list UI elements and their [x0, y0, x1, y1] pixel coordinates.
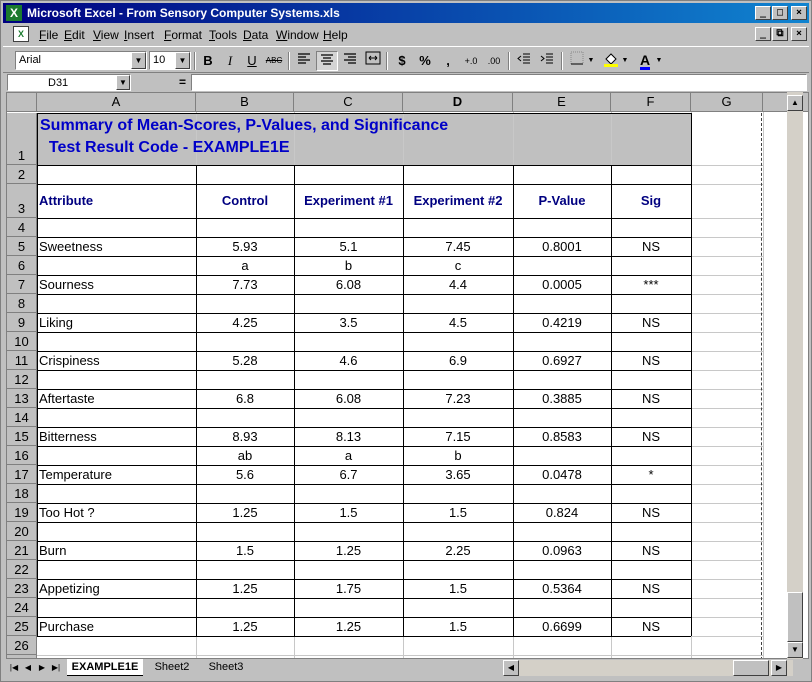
row-header-3[interactable]: [7, 184, 37, 218]
attribute-cell[interactable]: Crispiness: [39, 353, 100, 368]
row-number: 12: [14, 372, 29, 387]
value-cell[interactable]: 4.5: [448, 315, 468, 330]
toolbar-separator: [288, 52, 290, 70]
value-cell[interactable]: 1.25: [335, 619, 362, 634]
name-box-value: D31: [48, 77, 69, 89]
value-cell[interactable]: 1.75: [335, 581, 362, 596]
row-header-14[interactable]: [7, 408, 37, 427]
font-size-value: 10: [153, 54, 166, 66]
value-cell[interactable]: 1.25: [232, 581, 258, 596]
row-header-26[interactable]: [7, 636, 37, 655]
row-number: 18: [14, 486, 29, 501]
font-size-select[interactable]: [149, 51, 191, 70]
row-header-9[interactable]: [7, 313, 37, 332]
row-header-18[interactable]: [7, 484, 37, 503]
menu-data[interactable]: Data: [243, 28, 269, 42]
align-right-button[interactable]: [339, 51, 361, 71]
row-number: 16: [14, 448, 29, 463]
decrease-decimal-button[interactable]: .00: [487, 56, 501, 66]
value-cell[interactable]: *: [648, 467, 654, 482]
toolbar-separator: [194, 52, 196, 70]
currency-button[interactable]: $: [398, 53, 406, 68]
borders-icon: [570, 51, 584, 65]
comma-button[interactable]: ,: [446, 53, 450, 68]
value-cell[interactable]: 6.9: [448, 353, 468, 368]
name-box[interactable]: [7, 74, 131, 91]
value-cell[interactable]: 0.8583: [542, 429, 582, 444]
row-header-6[interactable]: [7, 256, 37, 275]
maximize-button[interactable]: □: [772, 6, 788, 20]
row-number: 2: [17, 167, 26, 182]
value-cell[interactable]: a: [241, 258, 249, 273]
row-header-5[interactable]: [7, 237, 37, 256]
horizontal-scroll-thumb[interactable]: [733, 660, 769, 676]
table-border: [37, 165, 691, 166]
row-number: 7: [17, 277, 26, 292]
table-border: [37, 408, 691, 409]
value-cell[interactable]: 0.5364: [542, 581, 582, 596]
doc-minimize-button[interactable]: _: [755, 27, 771, 41]
row-header-7[interactable]: [7, 275, 37, 294]
excel-icon[interactable]: X: [6, 5, 22, 21]
attribute-cell[interactable]: Appetizing: [39, 581, 100, 596]
row-number: 22: [14, 562, 29, 577]
chevron-down-icon[interactable]: ▼: [131, 52, 146, 69]
row-number: 25: [14, 619, 29, 634]
column-header-g[interactable]: G: [691, 93, 763, 112]
font-color-dropdown-icon[interactable]: ▼: [655, 57, 663, 64]
scroll-up-icon[interactable]: ▲: [787, 95, 803, 111]
vertical-scroll-thumb[interactable]: [787, 592, 803, 642]
toolbar-separator: [561, 52, 563, 70]
row-header-12[interactable]: [7, 370, 37, 389]
menu-edit[interactable]: Edit: [64, 28, 85, 42]
increase-indent-icon: [540, 53, 554, 65]
value-cell[interactable]: 1.5: [448, 619, 468, 634]
value-cell[interactable]: 5.28: [232, 353, 258, 368]
table-border: [37, 370, 691, 371]
table-border: [37, 218, 691, 219]
formula-input[interactable]: [191, 74, 807, 91]
value-cell[interactable]: 1.25: [335, 543, 362, 558]
title-bar: [3, 3, 809, 23]
menu-view[interactable]: View: [93, 28, 119, 42]
value-cell[interactable]: 0.6927: [542, 353, 582, 368]
gridline: [37, 655, 763, 656]
row-number: 9: [17, 315, 26, 330]
value-cell[interactable]: 1.5: [448, 581, 468, 596]
row-number: 14: [14, 410, 29, 425]
align-left-button[interactable]: [293, 51, 315, 71]
font-color-button[interactable]: [634, 51, 656, 71]
row-number: 6: [17, 258, 26, 273]
sheet-tab-sheet3[interactable]: Sheet3: [208, 661, 244, 673]
value-cell[interactable]: 0.8001: [542, 239, 582, 254]
menu-help[interactable]: Help: [323, 28, 348, 42]
value-cell[interactable]: NS: [641, 315, 661, 330]
value-cell[interactable]: NS: [641, 619, 661, 634]
column-header-f[interactable]: F: [611, 93, 691, 112]
row-number: 10: [14, 334, 29, 349]
value-cell[interactable]: [611, 256, 691, 275]
gridline: [763, 112, 764, 659]
value-cell[interactable]: 6.08: [335, 277, 362, 292]
value-cell[interactable]: 8.13: [335, 429, 362, 444]
value-cell[interactable]: 7.23: [445, 391, 471, 406]
table-border: [37, 484, 691, 485]
value-cell[interactable]: 7.73: [232, 277, 258, 292]
scroll-left-icon[interactable]: ◀: [503, 660, 519, 676]
value-cell[interactable]: [611, 446, 691, 465]
horizontal-scrollbar[interactable]: [503, 660, 793, 676]
row-header-17[interactable]: [7, 465, 37, 484]
font-color-icon: A: [639, 52, 651, 68]
table-border: [37, 184, 691, 185]
attribute-cell[interactable]: Sourness: [39, 277, 94, 292]
value-cell[interactable]: 1.25: [232, 505, 258, 520]
value-cell[interactable]: 1.5: [339, 505, 358, 520]
align-right-icon: [343, 53, 357, 65]
attribute-cell[interactable]: [37, 256, 196, 275]
minimize-button[interactable]: _: [755, 6, 771, 20]
attribute-cell[interactable]: Temperature: [39, 467, 112, 482]
row-number: 20: [14, 524, 29, 539]
value-cell[interactable]: NS: [641, 391, 661, 406]
value-cell[interactable]: b: [454, 448, 462, 463]
value-cell[interactable]: 6.7: [339, 467, 358, 482]
row-header-8[interactable]: [7, 294, 37, 313]
value-cell[interactable]: 4.6: [339, 353, 358, 368]
table-border: [37, 332, 691, 333]
column-label[interactable]: Sig: [640, 193, 662, 208]
value-cell[interactable]: 1.25: [232, 619, 258, 634]
next-sheet-icon[interactable]: ▶: [38, 663, 46, 672]
sheet-title-line2: Test Result Code - EXAMPLE1E: [40, 139, 290, 156]
chevron-down-icon[interactable]: ▼: [116, 75, 130, 90]
column-label[interactable]: Control: [221, 193, 269, 208]
align-center-button[interactable]: [316, 51, 338, 71]
attribute-cell[interactable]: Too Hot ?: [39, 505, 95, 520]
value-cell[interactable]: 5.1: [339, 239, 358, 254]
sheet-title-line1: Summary of Mean-Scores, P-Values, and Significance: [40, 117, 449, 134]
window-title: Microsoft Excel - From Sensory Computer Systems.xls: [27, 6, 340, 20]
column-header-b[interactable]: B: [196, 93, 294, 112]
column-header-d[interactable]: D: [403, 93, 513, 112]
value-cell[interactable]: NS: [641, 239, 661, 254]
increase-indent-button[interactable]: [536, 51, 558, 71]
value-cell[interactable]: 6.08: [335, 391, 362, 406]
row-number: 15: [14, 429, 29, 444]
row-header-21[interactable]: [7, 541, 37, 560]
increase-decimal-button[interactable]: +.0: [464, 56, 478, 66]
row-header-1[interactable]: [7, 113, 37, 165]
value-cell[interactable]: NS: [641, 581, 661, 596]
column-label[interactable]: P-Value: [538, 193, 586, 208]
menu-insert[interactable]: Insert: [124, 28, 155, 42]
value-cell[interactable]: 3.65: [445, 467, 471, 482]
table-border: [37, 294, 691, 295]
row-header-19[interactable]: [7, 503, 37, 522]
row-header-24[interactable]: [7, 598, 37, 617]
toolbar-separator: [508, 52, 510, 70]
value-cell[interactable]: 4.25: [232, 315, 258, 330]
value-cell[interactable]: 0.6699: [542, 619, 582, 634]
value-cell[interactable]: 2.25: [445, 543, 471, 558]
worksheet-grid[interactable]: [6, 92, 809, 659]
table-border: [691, 113, 692, 636]
formatting-toolbar: [3, 46, 809, 73]
value-cell[interactable]: NS: [641, 543, 661, 558]
align-center-icon: [320, 54, 334, 66]
attribute-cell[interactable]: Purchase: [39, 619, 94, 634]
close-button[interactable]: ×: [791, 6, 807, 20]
scroll-down-icon[interactable]: ▼: [787, 642, 803, 658]
decrease-indent-button[interactable]: [513, 51, 535, 71]
fill-color-dropdown-icon[interactable]: ▼: [621, 57, 629, 64]
column-label[interactable]: Experiment #1: [304, 193, 393, 208]
row-number: 4: [17, 220, 26, 235]
value-cell[interactable]: NS: [641, 429, 661, 444]
paint-bucket-icon: [603, 51, 619, 67]
row-number: 8: [17, 296, 26, 311]
value-cell[interactable]: 1.5: [235, 543, 255, 558]
value-cell[interactable]: 0.0005: [542, 277, 582, 292]
column-header-c[interactable]: C: [294, 93, 403, 112]
attribute-cell[interactable]: Bitterness: [39, 429, 97, 444]
column-label[interactable]: Attribute: [39, 193, 94, 208]
decrease-indent-icon: [517, 53, 531, 65]
first-sheet-icon[interactable]: |◀: [9, 663, 19, 672]
font-name-value: Arial: [19, 54, 42, 66]
value-cell[interactable]: 8.93: [232, 429, 258, 444]
value-cell[interactable]: 7.15: [445, 429, 471, 444]
value-cell[interactable]: 7.45: [445, 239, 471, 254]
fill-color-button[interactable]: [600, 51, 622, 71]
value-cell[interactable]: NS: [641, 505, 661, 520]
table-border: [37, 113, 691, 114]
sheet-tab-bar: [3, 659, 809, 677]
attribute-cell[interactable]: Burn: [39, 543, 67, 558]
sheet-tab-sheet2[interactable]: Sheet2: [154, 661, 190, 673]
row-number: 21: [14, 543, 29, 558]
italic-button[interactable]: I: [227, 53, 233, 68]
prev-sheet-icon[interactable]: ◀: [24, 663, 32, 672]
value-cell[interactable]: 0.824: [545, 505, 579, 520]
value-cell[interactable]: 0.0478: [542, 467, 582, 482]
doc-restore-button[interactable]: ⧉: [772, 27, 788, 41]
select-all-corner[interactable]: [7, 93, 37, 112]
column-header-e[interactable]: E: [513, 93, 611, 112]
row-header-15[interactable]: [7, 427, 37, 446]
row-header-20[interactable]: [7, 522, 37, 541]
chevron-down-icon[interactable]: ▼: [175, 52, 190, 69]
strikethrough-button[interactable]: ABC: [265, 56, 283, 65]
attribute-cell[interactable]: [37, 446, 196, 465]
formula-bar: [3, 74, 809, 92]
row-header-4[interactable]: [7, 218, 37, 237]
attribute-cell[interactable]: Liking: [39, 315, 73, 330]
value-cell[interactable]: [513, 446, 611, 465]
row-number: 11: [14, 353, 29, 368]
value-cell[interactable]: b: [344, 258, 353, 273]
column-label[interactable]: Experiment #2: [413, 193, 503, 208]
row-header-16[interactable]: [7, 446, 37, 465]
value-cell[interactable]: 4.4: [448, 277, 468, 292]
borders-dropdown-icon[interactable]: ▼: [587, 57, 595, 64]
row-number: 1: [17, 148, 26, 163]
merge-center-icon: [365, 51, 381, 65]
sheet-tab-example1e[interactable]: EXAMPLE1E: [67, 659, 143, 676]
row-number: 13: [14, 391, 29, 406]
doc-close-button[interactable]: ×: [791, 27, 807, 41]
row-header-22[interactable]: [7, 560, 37, 579]
value-cell[interactable]: c: [454, 258, 462, 273]
scroll-right-icon[interactable]: ▶: [771, 660, 787, 676]
row-number: 26: [14, 638, 29, 653]
align-left-icon: [297, 53, 311, 65]
row-header-10[interactable]: [7, 332, 37, 351]
row-header-25[interactable]: [7, 617, 37, 636]
value-cell[interactable]: 5.93: [232, 239, 258, 254]
percent-button[interactable]: %: [419, 53, 431, 68]
row-number: 17: [14, 467, 29, 482]
insert-function-button[interactable]: =: [179, 75, 187, 89]
table-border: [37, 522, 691, 523]
vertical-scrollbar[interactable]: [787, 92, 803, 659]
value-cell[interactable]: 0.3885: [542, 391, 582, 406]
document-icon[interactable]: X: [13, 26, 29, 42]
value-cell[interactable]: [513, 256, 611, 275]
toolbar-separator: [386, 52, 388, 70]
attribute-cell[interactable]: Sweetness: [39, 239, 103, 254]
attribute-cell[interactable]: Aftertaste: [39, 391, 95, 406]
value-cell[interactable]: 0.4219: [542, 315, 582, 330]
menu-format[interactable]: Format: [164, 28, 203, 42]
bold-button[interactable]: B: [203, 53, 213, 68]
row-header-11[interactable]: [7, 351, 37, 370]
table-border: [37, 560, 691, 561]
value-cell[interactable]: 0.0963: [542, 543, 582, 558]
value-cell[interactable]: a: [344, 448, 353, 463]
menu-window[interactable]: Window: [276, 28, 319, 42]
row-number: 5: [17, 239, 26, 254]
underline-button[interactable]: U: [247, 53, 257, 68]
borders-button[interactable]: [566, 51, 588, 71]
value-cell[interactable]: 5.6: [235, 467, 255, 482]
value-cell[interactable]: 1.5: [448, 505, 468, 520]
row-header-2[interactable]: [7, 165, 37, 184]
page-break-line: [761, 113, 762, 659]
menu-tools[interactable]: Tools: [209, 28, 238, 42]
value-cell[interactable]: ***: [643, 277, 659, 292]
row-number: 24: [14, 600, 29, 615]
row-number: 23: [14, 581, 29, 596]
column-header-a[interactable]: A: [37, 93, 196, 112]
value-cell[interactable]: ab: [237, 448, 253, 463]
table-border: [37, 636, 691, 637]
font-name-select[interactable]: [15, 51, 147, 70]
table-border: [37, 598, 691, 599]
last-sheet-icon[interactable]: ▶|: [51, 663, 61, 672]
menu-bar: [3, 24, 809, 44]
value-cell[interactable]: 3.5: [339, 315, 358, 330]
row-number: 19: [14, 505, 29, 520]
row-number: 3: [17, 201, 26, 216]
value-cell[interactable]: 6.8: [235, 391, 255, 406]
merge-center-button[interactable]: [362, 51, 384, 71]
row-header-23[interactable]: [7, 579, 37, 598]
row-header-13[interactable]: [7, 389, 37, 408]
value-cell[interactable]: NS: [641, 353, 661, 368]
menu-file[interactable]: File: [39, 28, 59, 42]
